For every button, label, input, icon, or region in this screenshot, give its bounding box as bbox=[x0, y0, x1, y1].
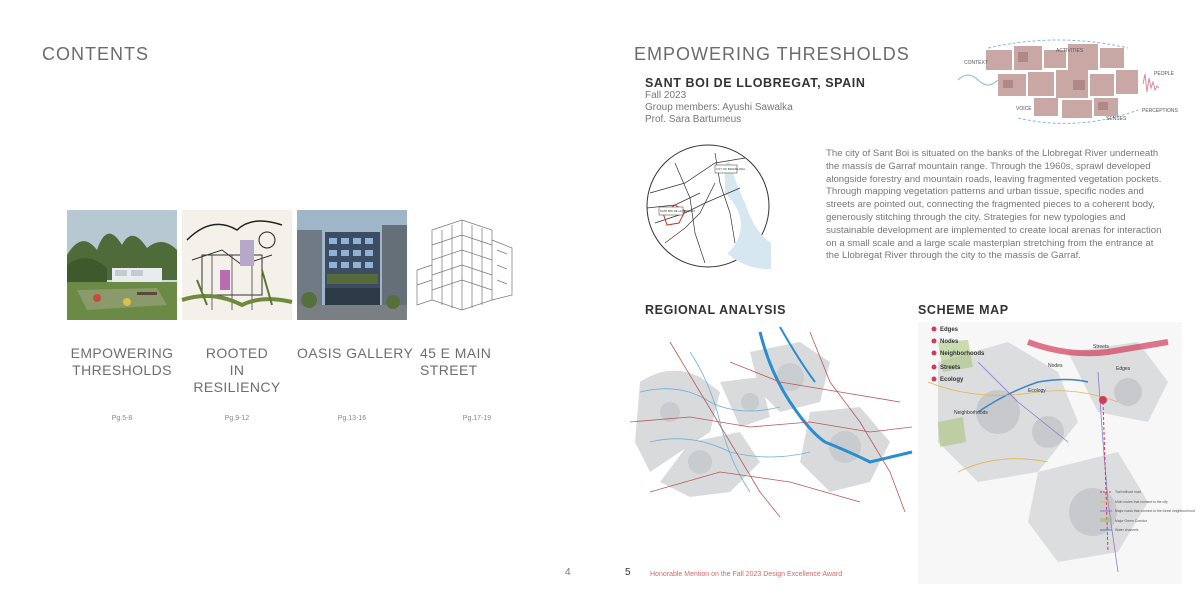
scheme-label-ecology: Ecology bbox=[1028, 388, 1046, 394]
scheme-key-trail: Trail without road bbox=[1115, 490, 1141, 494]
locator-label-sant-boi: SANT BOI DE LLOBREGAT bbox=[660, 209, 696, 213]
term-text: Fall 2023 bbox=[645, 90, 687, 101]
toc-item-3-line-1: OASIS GALLERY bbox=[297, 345, 414, 361]
scheme-key-main-routes: Main routes that connect to the city bbox=[1115, 500, 1168, 504]
location-title: SANT BOI DE LLOBREGAT, SPAIN bbox=[645, 76, 866, 90]
toc-item-2-title[interactable] bbox=[182, 345, 292, 396]
toc-item-3-title[interactable] bbox=[297, 345, 419, 362]
contents-heading: CONTENTS bbox=[42, 44, 149, 64]
locator-label-barcelona: CITY OF BARCELONA bbox=[716, 167, 746, 171]
toc-item-4-title[interactable] bbox=[420, 345, 550, 379]
scheme-label-nodes: Nodes bbox=[1048, 363, 1063, 369]
locator-map bbox=[645, 143, 771, 269]
scheme-legend-nodes: Nodes bbox=[940, 339, 959, 345]
toc-item-2-line-3: RESILIENCY bbox=[193, 379, 281, 395]
scheme-label-streets: Streets bbox=[1093, 344, 1109, 350]
toc-item-2-line-2: IN bbox=[229, 362, 245, 378]
project-description: The city of Sant Boi is situated on the banks of the Llobregat River underneath the massís de Garraf mountain range. Through the 1960s, sprawl developed alongside forestry and mountain roads, leaving fragmented vegetation pockets. Through mapping vegetation patterns and urban tissue, specific nodes and streets are pointed out, connecting the fragmented pieces to a coherent body, generously stitching through the city. Strategies for new typologies and sustainable development are implemented to create local arenas for interaction on a small scale and a large scale masterplan stretching from the entrance at the Llobregat River through the city to the massís de Garraf. bbox=[826, 148, 1162, 262]
scheme-map bbox=[918, 322, 1195, 584]
scheme-legend-streets: Streets bbox=[940, 365, 961, 371]
scheme-label-edges: Edges bbox=[1116, 366, 1131, 372]
group-members-text: Group members: Ayushi Sawalka bbox=[645, 102, 793, 113]
collage-label-activities: ACTIVITIES bbox=[1056, 48, 1084, 54]
right-page-number: 5 bbox=[625, 567, 631, 578]
regional-analysis-map bbox=[630, 322, 912, 522]
award-note: Honorable Mention on the Fall 2023 Design Excellence Award bbox=[650, 571, 843, 578]
toc-item-2-pages: Pg.9-12 bbox=[224, 415, 250, 422]
landscape-photo bbox=[67, 210, 177, 320]
scheme-label-neighborhoods: Neighborhoods bbox=[954, 410, 988, 416]
scheme-map-title: SCHEME MAP bbox=[918, 303, 1009, 317]
regional-analysis-title: REGIONAL ANALYSIS bbox=[645, 303, 787, 317]
toc-item-1-line-2: THRESHOLDS bbox=[72, 362, 172, 378]
scheme-key-major-roads: Major roads that connect to the forest neighbourhood bbox=[1115, 509, 1195, 513]
collage-label-perceptions: PERCEPTIONS bbox=[1142, 108, 1178, 114]
project-thumbnail-empowering-thresholds[interactable] bbox=[67, 210, 177, 320]
toc-item-1-title[interactable] bbox=[67, 345, 177, 379]
left-page-number: 4 bbox=[565, 567, 571, 578]
scheme-key-water-channels: Water channels bbox=[1115, 528, 1139, 532]
scheme-legend-edges: Edges bbox=[940, 327, 959, 333]
toc-item-3-pages: Pg.13-16 bbox=[337, 415, 367, 422]
professor-text: Prof. Sara Bartumeus bbox=[645, 114, 742, 125]
sketch-drawing bbox=[182, 210, 292, 320]
collage-label-context: CONTEXT bbox=[964, 60, 988, 66]
toc-item-4-line-1: 45 E MAIN STREET bbox=[420, 345, 492, 378]
building-render bbox=[297, 210, 407, 320]
scheme-legend-ecology: Ecology bbox=[940, 377, 964, 383]
scheme-legend-neighborhoods: Neighborhoods bbox=[940, 351, 985, 357]
project-thumbnail-oasis-gallery[interactable] bbox=[297, 210, 407, 320]
context-collage bbox=[958, 40, 1188, 128]
collage-label-voice: VOICE bbox=[1016, 106, 1032, 112]
toc-item-1-pages: Pg.5-8 bbox=[111, 415, 133, 422]
project-thumbnail-rooted-in-resiliency[interactable] bbox=[182, 210, 292, 320]
axonometric-drawing bbox=[412, 210, 522, 320]
toc-item-2-line-1: ROOTED bbox=[205, 345, 269, 361]
scheme-key-green-corridor: Major Green Corridor bbox=[1115, 519, 1148, 523]
collage-label-people: PEOPLE bbox=[1154, 71, 1175, 77]
project-heading: EMPOWERING THRESHOLDS bbox=[634, 44, 910, 64]
project-thumbnail-45-e-main-street[interactable] bbox=[412, 210, 522, 320]
collage-label-senses: SENSES bbox=[1106, 116, 1127, 122]
toc-item-4-pages: Pg.17-19 bbox=[462, 415, 492, 422]
toc-item-1-line-1: EMPOWERING bbox=[70, 345, 174, 361]
